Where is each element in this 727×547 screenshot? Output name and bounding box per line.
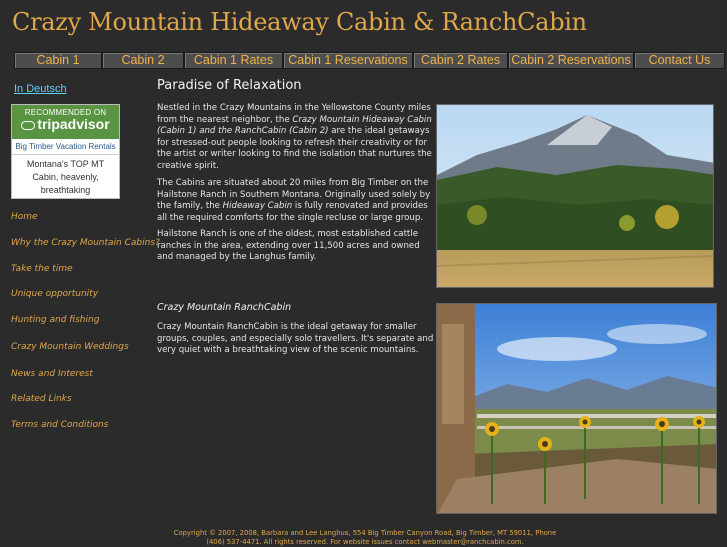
owl-icon (21, 121, 35, 130)
tab-cabin-1-rates[interactable]: Cabin 1 Rates (184, 52, 283, 69)
side-link-terms[interactable]: Terms and Conditions (11, 420, 109, 430)
location-paragraph (157, 178, 434, 224)
location-text-end: is fully renovated and provides all the required comforts for the single recluse or large group. (157, 201, 428, 223)
side-link-take-the-time[interactable]: Take the time (11, 264, 73, 274)
page-title: Paradise of Relaxation (157, 78, 302, 93)
tripadvisor-logo (12, 117, 119, 132)
review-quote: Montana's TOP MT Cabin, heavenly, breathtaking (26, 159, 105, 195)
site-title: Crazy Mountain Hideaway Cabin & RanchCabin (12, 8, 587, 36)
ranch-paragraph: Hailstone Ranch is one of the oldest, most established cattle ranches in the area, extending over 11,500 acres and owned and managed by the Langhus family. (157, 229, 420, 263)
hideaway-cabin-name: Hideaway Cabin (222, 201, 293, 212)
tab-cabin-1-reservations[interactable]: Cabin 1 Reservations (283, 52, 413, 69)
side-link-why[interactable]: Why the Crazy Mountain Cabins? (11, 238, 160, 248)
tab-cabin-2-rates[interactable]: Cabin 2 Rates (413, 52, 508, 69)
footer-contact: (406) 537-4471. All rights reserved. For website issues contact webmaster@ranchcabin.com. (206, 538, 524, 546)
listing-link[interactable]: Big Timber Vacation Rentals (12, 139, 119, 155)
side-link-hunting-fishing[interactable]: Hunting and fishing (11, 315, 100, 325)
side-link-related[interactable]: Related Links (11, 394, 72, 404)
tripadvisor-brand: tripadvisor (37, 116, 110, 132)
porch-sunflower-image (437, 304, 717, 514)
tripadvisor-badge[interactable] (11, 104, 120, 199)
main-nav (14, 52, 725, 69)
recommended-label: RECOMMENDED ON (24, 108, 107, 117)
tab-contact-us[interactable]: Contact Us (634, 52, 725, 69)
intro-cabins-name: Crazy Mountain Hideaway Cabin (Cabin 1) and the RanchCabin (Cabin 2) (157, 114, 432, 137)
side-link-home[interactable]: Home (11, 212, 38, 222)
footer-copyright: Copyright © 2007, 2008, Barbara and Lee Langhus, 554 Big Timber Canyon Road, Big Timber, MT 59011, Phone (173, 529, 557, 537)
mountain-landscape-image (437, 105, 714, 288)
side-link-unique-opportunity[interactable]: Unique opportunity (11, 289, 99, 299)
ranchcabin-paragraph: Crazy Mountain RanchCabin is the ideal getaway for smaller groups, couples, and especially solo travellers. It's separate and very quiet with a breathtaking view of the scenic mountains. (157, 322, 434, 356)
tab-cabin-2[interactable]: Cabin 2 (102, 52, 184, 69)
tab-cabin-1[interactable]: Cabin 1 (14, 52, 102, 69)
tripadvisor-header (12, 105, 119, 139)
side-link-weddings[interactable]: Crazy Mountain Weddings (11, 342, 129, 352)
intro-text: Nestled in the Crazy Mountains in the Yellowstone County miles from the nearest neighbor, the (157, 103, 431, 125)
ranchcabin-heading: Crazy Mountain RanchCabin (157, 302, 292, 313)
footer (160, 529, 570, 547)
porch-photo (436, 303, 717, 514)
mountain-photo (436, 104, 714, 288)
location-text: The Cabins are situated about 20 miles from Big Timber on the Hailstone Ranch in Southern Montana. Originally used solely by the family, the (157, 178, 431, 212)
intro-paragraph (157, 103, 434, 173)
tab-cabin-2-reservations[interactable]: Cabin 2 Reservations (508, 52, 634, 69)
language-link[interactable]: In Deutsch (14, 83, 67, 95)
intro-text-end: are the ideal getaways for stressed-out people looking to refresh their creativity or for the artist or writer looking to find the isolation that nurtures the creative spirit. (157, 126, 432, 171)
side-link-news[interactable]: News and Interest (11, 369, 93, 379)
